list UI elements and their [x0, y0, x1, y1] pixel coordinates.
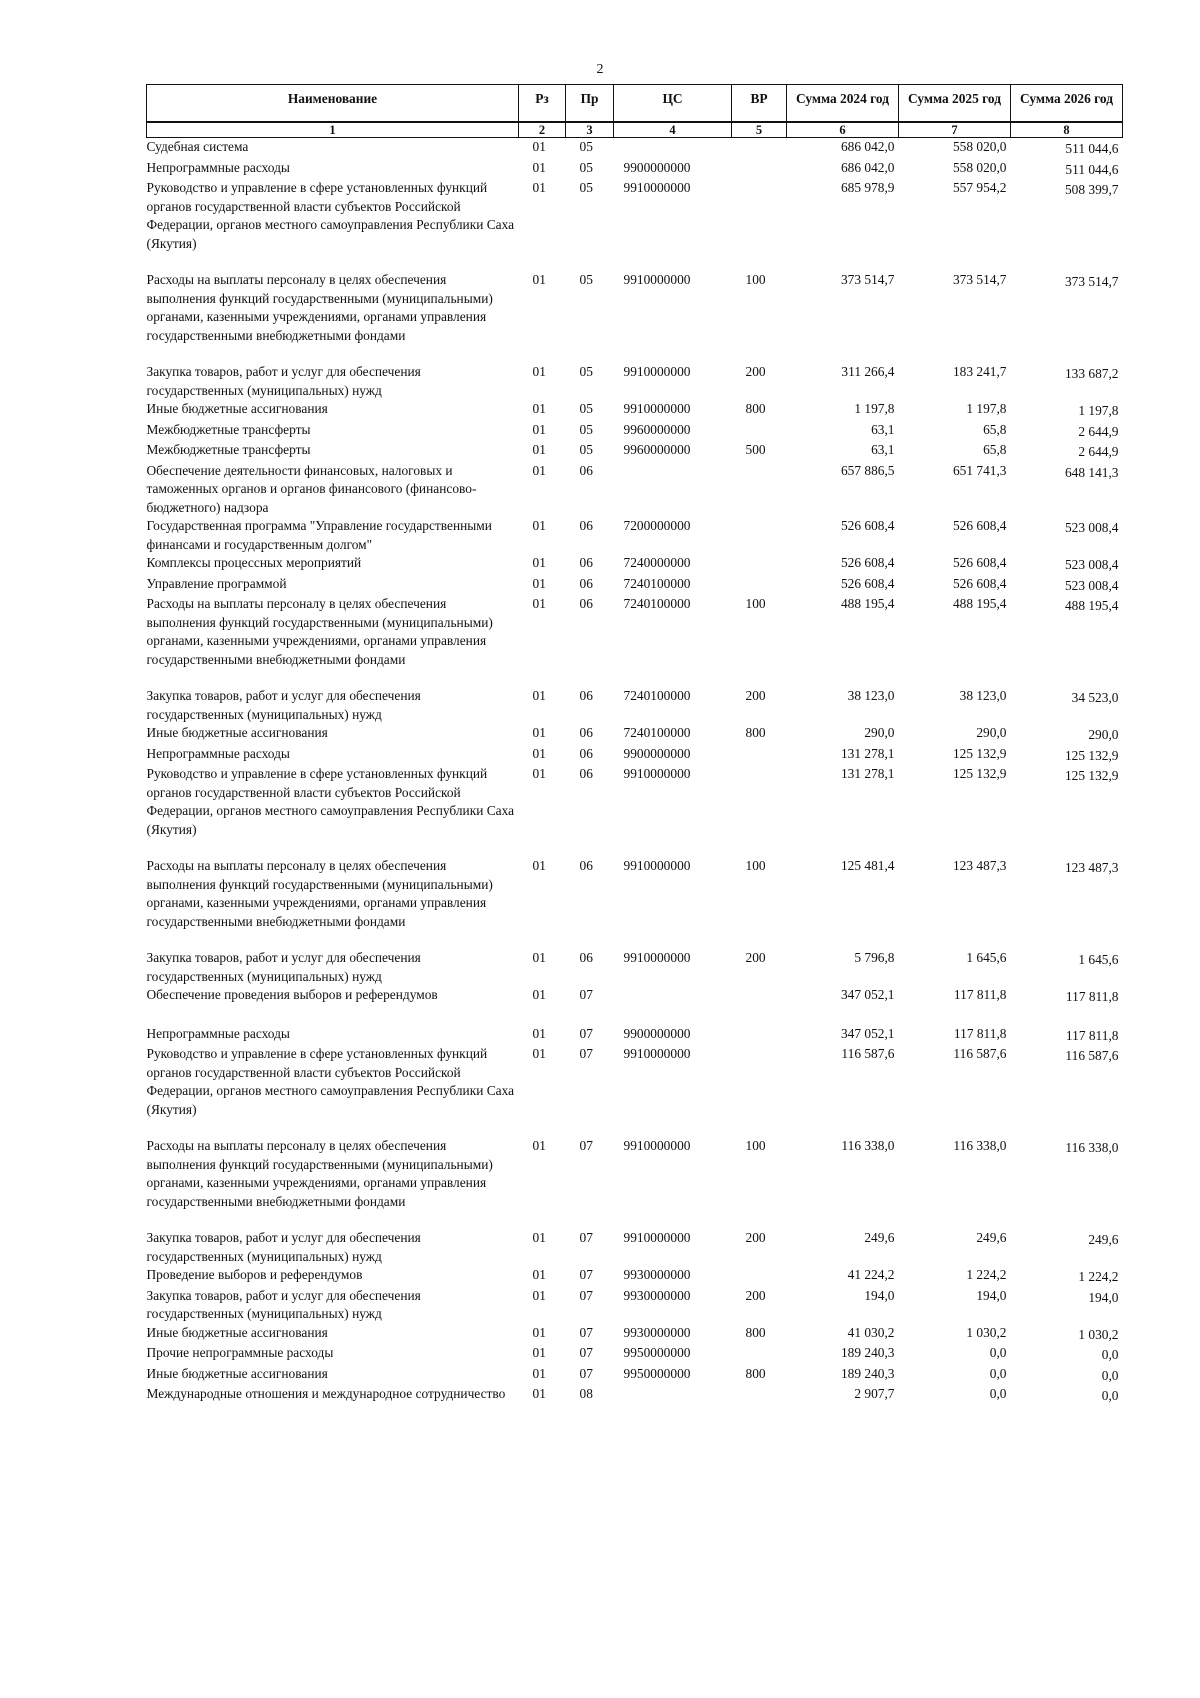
- table-row: [147, 1385, 1123, 1406]
- row-sum-2024: 488 195,4: [840, 596, 895, 611]
- row-sum-2025: 373 514,7: [952, 272, 1007, 287]
- table-row: [147, 986, 1123, 1025]
- row-sum-2026: 1 197,8: [1078, 403, 1119, 418]
- row-sum-2024: 41 030,2: [847, 1324, 895, 1340]
- row-vr: 200: [745, 688, 766, 703]
- row-sum-2025: 558 020,0: [952, 139, 1007, 154]
- row-sum-2024: 347 052,1: [840, 1025, 895, 1041]
- row-sum-2024: 116 338,0: [841, 1138, 895, 1153]
- row-cs: [614, 138, 732, 159]
- row-cs: 9900000000: [623, 745, 691, 761]
- row-pr: 07: [579, 1230, 593, 1245]
- row-sum-2024: 63,1: [871, 442, 895, 457]
- row-pr: 07: [579, 1287, 593, 1303]
- row-cs: 9930000000: [623, 1287, 691, 1303]
- row-sum-2025: 183 241,7: [952, 364, 1007, 379]
- table-row: [147, 1229, 1123, 1266]
- header-rz: Рз: [519, 85, 566, 123]
- row-rz: 01: [532, 1230, 546, 1245]
- row-pr: 06: [579, 745, 593, 761]
- row-sum-2026: 249,6: [1088, 1232, 1119, 1247]
- row-vr: 100: [745, 596, 766, 611]
- table-body: [147, 138, 1123, 1406]
- row-name: Расходы на выплаты персоналу в целях обеспечения выполнения функций государственными (муниципальными) органами, казенными учреждениями, органами управления государственными внебюджетными фондами: [146, 858, 493, 929]
- header-cs: ЦС: [614, 85, 732, 123]
- row-name: Расходы на выплаты персоналу в целях обеспечения выполнения функций государственными (муниципальными) органами, казенными учреждениями, органами управления государственными внебюджетными фондами: [146, 1138, 493, 1209]
- row-sum-2024: 657 886,5: [840, 462, 895, 478]
- table-row: [147, 1266, 1123, 1287]
- row-sum-2026: 0,0: [1101, 1367, 1119, 1383]
- row-vr: [732, 575, 787, 596]
- column-number: 7: [899, 122, 1011, 138]
- row-cs: 9950000000: [623, 1365, 691, 1381]
- row-sum-2026: 0,0: [1101, 1388, 1119, 1403]
- row-rz: 01: [532, 1025, 546, 1041]
- row-sum-2024: 5 796,8: [854, 950, 895, 965]
- column-number: 5: [732, 122, 787, 138]
- row-cs: 7240000000: [623, 555, 691, 570]
- row-name: Иные бюджетные ассигнования: [146, 401, 328, 416]
- row-sum-2025: 526 608,4: [952, 518, 1007, 533]
- row-rz: 01: [532, 364, 546, 379]
- row-cs: 9960000000: [623, 442, 691, 457]
- row-vr: [732, 462, 787, 518]
- row-rz: 01: [532, 462, 546, 478]
- row-vr: 200: [745, 1230, 766, 1245]
- row-name: Руководство и управление в сфере установленных функций органов государственной власти субъектов Российской Федерации, органов местного самоуправления Республики Саха (Якутия): [146, 1046, 515, 1117]
- row-name: Иные бюджетные ассигнования: [146, 1324, 328, 1340]
- header-pr: Пр: [566, 85, 614, 123]
- table-row: [147, 724, 1123, 745]
- row-sum-2026: 1 224,2: [1078, 1269, 1119, 1284]
- row-vr: [732, 745, 787, 766]
- row-vr: 800: [745, 1365, 766, 1381]
- table-row: [147, 857, 1123, 949]
- row-sum-2025: 123 487,3: [952, 858, 1007, 873]
- row-vr: 800: [745, 401, 766, 416]
- row-vr: [732, 1045, 787, 1137]
- row-sum-2024: 189 240,3: [840, 1365, 895, 1381]
- table-row: [147, 441, 1123, 462]
- row-sum-2025: 117 811,8: [953, 987, 1007, 1002]
- row-vr: [732, 179, 787, 271]
- row-sum-2026: 1 030,2: [1078, 1326, 1119, 1342]
- row-rz: 01: [532, 159, 546, 175]
- row-name: Комплексы процессных мероприятий: [146, 555, 362, 570]
- row-pr: 07: [579, 1046, 593, 1061]
- row-pr: 06: [579, 596, 593, 611]
- row-vr: 200: [745, 364, 766, 379]
- row-sum-2024: 125 481,4: [840, 858, 895, 873]
- row-vr: [732, 517, 787, 554]
- row-sum-2026: 511 044,6: [1065, 141, 1119, 156]
- row-sum-2024: 1 197,8: [854, 401, 895, 416]
- row-name: Закупка товаров, работ и услуг для обеспечения государственных (муниципальных) нужд: [146, 1230, 421, 1264]
- row-cs: 9910000000: [623, 1138, 691, 1153]
- row-sum-2024: 2 907,7: [854, 1386, 895, 1401]
- table-row: [147, 949, 1123, 986]
- row-name: Обеспечение проведения выборов и референдумов: [146, 987, 438, 1002]
- row-rz: 01: [532, 1365, 546, 1381]
- row-cs: 7240100000: [623, 575, 691, 591]
- row-sum-2025: 249,6: [976, 1230, 1007, 1245]
- row-cs: 9910000000: [623, 1046, 691, 1061]
- row-pr: 08: [579, 1386, 593, 1401]
- table-row: [147, 271, 1123, 363]
- row-cs: [614, 1385, 732, 1406]
- row-vr: 500: [745, 442, 766, 457]
- row-pr: 06: [579, 555, 593, 570]
- row-pr: 07: [579, 987, 593, 1002]
- row-cs: 9900000000: [623, 1025, 691, 1041]
- table-row: [147, 765, 1123, 857]
- row-pr: 06: [579, 950, 593, 965]
- row-sum-2026: 1 645,6: [1078, 952, 1119, 967]
- row-vr: 200: [745, 1287, 766, 1303]
- row-vr: [732, 1266, 787, 1287]
- row-sum-2025: 0,0: [989, 1365, 1007, 1381]
- table-row: [147, 745, 1123, 766]
- row-pr: 06: [579, 688, 593, 703]
- row-sum-2026: 116 338,0: [1065, 1140, 1119, 1155]
- row-sum-2025: 290,0: [976, 725, 1007, 740]
- row-rz: 01: [532, 950, 546, 965]
- row-sum-2026: 117 811,8: [1065, 1027, 1119, 1043]
- row-name: Обеспечение деятельности финансовых, налоговых и таможенных органов и органов финансового (финансово-бюджетного) надзора: [146, 462, 477, 515]
- row-sum-2026: 523 008,4: [1064, 577, 1119, 593]
- row-sum-2026: 133 687,2: [1064, 366, 1119, 381]
- row-sum-2024: 526 608,4: [840, 575, 895, 591]
- row-rz: 01: [532, 272, 546, 287]
- table-row: [147, 179, 1123, 271]
- row-name: Руководство и управление в сфере установленных функций органов государственной власти субъектов Российской Федерации, органов местного самоуправления Республики Саха (Якутия): [146, 766, 515, 837]
- row-pr: 07: [579, 1025, 593, 1041]
- row-rz: 01: [532, 1138, 546, 1153]
- row-cs: 9900000000: [623, 159, 691, 175]
- table-row: [147, 1287, 1123, 1324]
- table-row: [147, 1137, 1123, 1229]
- row-rz: 01: [532, 745, 546, 761]
- row-sum-2026: 116 587,6: [1065, 1048, 1119, 1063]
- row-sum-2025: 116 338,0: [953, 1138, 1007, 1153]
- row-pr: 06: [579, 725, 593, 740]
- row-rz: 01: [532, 766, 546, 781]
- row-vr: [732, 1025, 787, 1046]
- table-row: [147, 363, 1123, 400]
- row-name: Руководство и управление в сфере установленных функций органов государственной власти субъектов Российской Федерации, органов местного самоуправления Республики Саха (Якутия): [146, 180, 515, 251]
- table-row: [147, 1045, 1123, 1137]
- row-name: Расходы на выплаты персоналу в целях обеспечения выполнения функций государственными (муниципальными) органами, казенными учреждениями, органами управления государственными внебюджетными фондами: [146, 272, 493, 343]
- row-vr: [732, 1344, 787, 1365]
- row-sum-2024: 63,1: [871, 421, 895, 437]
- row-sum-2024: 116 587,6: [841, 1046, 895, 1061]
- row-cs: 9910000000: [623, 950, 691, 965]
- row-sum-2024: 686 042,0: [840, 139, 895, 154]
- row-rz: 01: [532, 442, 546, 457]
- row-name: Закупка товаров, работ и услуг для обеспечения государственных (муниципальных) нужд: [146, 1287, 421, 1321]
- row-sum-2024: 189 240,3: [840, 1345, 895, 1360]
- row-sum-2024: 41 224,2: [847, 1267, 895, 1282]
- table-row: [147, 462, 1123, 518]
- row-name: Непрограммные расходы: [146, 1025, 290, 1041]
- column-number-row: [147, 122, 1123, 138]
- row-rz: 01: [532, 688, 546, 703]
- row-cs: [614, 986, 732, 1025]
- row-rz: 01: [532, 1046, 546, 1061]
- row-sum-2024: 686 042,0: [840, 159, 895, 175]
- row-rz: 01: [532, 401, 546, 416]
- row-sum-2025: 38 123,0: [959, 688, 1007, 703]
- row-sum-2025: 1 645,6: [966, 950, 1007, 965]
- header-sum-2026: Сумма 2026 год: [1011, 85, 1123, 123]
- row-pr: 07: [579, 1324, 593, 1340]
- row-cs: 9930000000: [623, 1267, 691, 1282]
- row-name: Международные отношения и международное сотрудничество: [146, 1386, 506, 1401]
- row-pr: 05: [579, 272, 593, 287]
- row-sum-2025: 488 195,4: [952, 596, 1007, 611]
- row-sum-2026: 125 132,9: [1064, 768, 1119, 783]
- row-sum-2024: 38 123,0: [847, 688, 895, 703]
- table-row: [147, 575, 1123, 596]
- row-sum-2026: 373 514,7: [1064, 274, 1119, 289]
- row-pr: 05: [579, 180, 593, 195]
- header-name: Наименование: [147, 85, 519, 123]
- row-rz: 01: [532, 575, 546, 591]
- row-pr: 05: [579, 401, 593, 416]
- row-sum-2025: 651 741,3: [952, 462, 1007, 478]
- row-sum-2026: 194,0: [1088, 1289, 1119, 1305]
- row-name: Закупка товаров, работ и услуг для обеспечения государственных (муниципальных) нужд: [146, 364, 421, 398]
- row-sum-2025: 1 030,2: [966, 1324, 1007, 1340]
- row-cs: 9930000000: [623, 1324, 691, 1340]
- row-pr: 05: [579, 442, 593, 457]
- column-number: 1: [147, 122, 519, 138]
- row-sum-2026: 2 644,9: [1078, 444, 1119, 459]
- row-vr: [732, 421, 787, 442]
- row-sum-2024: 194,0: [864, 1287, 895, 1303]
- row-pr: 06: [579, 575, 593, 591]
- row-vr: 100: [745, 272, 766, 287]
- column-number: 2: [519, 122, 566, 138]
- table-row: [147, 1344, 1123, 1365]
- row-rz: 01: [532, 987, 546, 1002]
- row-vr: [732, 554, 787, 575]
- row-cs: 9910000000: [623, 272, 691, 287]
- row-sum-2026: 290,0: [1088, 727, 1119, 742]
- row-rz: 01: [532, 180, 546, 195]
- row-sum-2025: 1 224,2: [966, 1267, 1007, 1282]
- column-number: 6: [787, 122, 899, 138]
- row-name: Закупка товаров, работ и услуг для обеспечения государственных (муниципальных) нужд: [146, 950, 421, 984]
- row-cs: [614, 462, 732, 518]
- row-sum-2025: 558 020,0: [952, 159, 1007, 175]
- row-name: Судебная система: [146, 139, 249, 154]
- row-sum-2025: 116 587,6: [953, 1046, 1007, 1061]
- row-sum-2024: 131 278,1: [840, 766, 895, 781]
- row-sum-2025: 194,0: [976, 1287, 1007, 1303]
- row-cs: 7240100000: [623, 688, 691, 703]
- row-name: Государственная программа "Управление государственными финансами и государственным долгом": [146, 518, 492, 552]
- row-sum-2024: 685 978,9: [840, 180, 895, 195]
- row-vr: 100: [745, 858, 766, 873]
- row-sum-2024: 526 608,4: [840, 518, 895, 533]
- row-pr: 05: [579, 139, 593, 154]
- row-pr: 07: [579, 1138, 593, 1153]
- row-name: Иные бюджетные ассигнования: [146, 725, 328, 740]
- row-sum-2024: 131 278,1: [840, 745, 895, 761]
- row-sum-2026: 523 008,4: [1064, 557, 1119, 572]
- page-number: 2: [596, 62, 604, 77]
- row-cs: 7200000000: [623, 518, 691, 533]
- row-sum-2024: 347 052,1: [840, 987, 895, 1002]
- table-row: [147, 554, 1123, 575]
- row-sum-2025: 1 197,8: [966, 401, 1007, 416]
- row-sum-2025: 0,0: [989, 1345, 1007, 1360]
- row-rz: 01: [532, 1345, 546, 1360]
- row-rz: 01: [532, 725, 546, 740]
- row-pr: 05: [579, 421, 593, 437]
- row-vr: [732, 765, 787, 857]
- row-sum-2024: 526 608,4: [840, 555, 895, 570]
- row-sum-2025: 526 608,4: [952, 555, 1007, 570]
- row-rz: 01: [532, 1386, 546, 1401]
- row-sum-2026: 125 132,9: [1064, 747, 1119, 763]
- header-sum-2024: Сумма 2024 год: [787, 85, 899, 123]
- row-sum-2024: 311 266,4: [841, 364, 895, 379]
- row-sum-2026: 511 044,6: [1065, 161, 1119, 177]
- row-name: Расходы на выплаты персоналу в целях обеспечения выполнения функций государственными (муниципальными) органами, казенными учреждениями, органами управления государственными внебюджетными фондами: [146, 596, 493, 667]
- row-rz: 01: [532, 1324, 546, 1340]
- row-pr: 06: [579, 766, 593, 781]
- row-rz: 01: [532, 139, 546, 154]
- row-cs: 9910000000: [623, 1230, 691, 1245]
- row-pr: 07: [579, 1267, 593, 1282]
- row-sum-2024: 290,0: [864, 725, 895, 740]
- row-vr: 800: [745, 1324, 766, 1340]
- column-number: 3: [566, 122, 614, 138]
- row-sum-2025: 125 132,9: [952, 766, 1007, 781]
- row-sum-2025: 526 608,4: [952, 575, 1007, 591]
- row-pr: 06: [579, 518, 593, 533]
- row-vr: 100: [745, 1138, 766, 1153]
- row-cs: 9910000000: [623, 766, 691, 781]
- row-sum-2026: 123 487,3: [1064, 860, 1119, 875]
- row-name: Непрограммные расходы: [146, 159, 290, 175]
- row-vr: 800: [745, 725, 766, 740]
- row-vr: [732, 986, 787, 1025]
- row-sum-2024: 249,6: [864, 1230, 895, 1245]
- table-row: [147, 159, 1123, 180]
- table-header: [147, 85, 1123, 138]
- header-vr: ВР: [732, 85, 787, 123]
- row-cs: 9910000000: [623, 180, 691, 195]
- table-row: [147, 1365, 1123, 1386]
- row-sum-2026: 34 523,0: [1071, 690, 1119, 705]
- budget-table: [146, 84, 1123, 1406]
- row-vr: 200: [745, 950, 766, 965]
- row-pr: 06: [579, 858, 593, 873]
- row-sum-2025: 0,0: [989, 1386, 1007, 1401]
- row-cs: 9910000000: [623, 364, 691, 379]
- row-name: Иные бюджетные ассигнования: [146, 1365, 328, 1381]
- row-rz: 01: [532, 858, 546, 873]
- table-row: [147, 138, 1123, 159]
- row-pr: 05: [579, 159, 593, 175]
- table-row: [147, 1025, 1123, 1046]
- row-cs: 9960000000: [623, 421, 691, 437]
- row-sum-2025: 65,8: [983, 421, 1007, 437]
- table-row: [147, 1324, 1123, 1345]
- row-sum-2026: 508 399,7: [1064, 182, 1119, 197]
- row-name: Закупка товаров, работ и услуг для обеспечения государственных (муниципальных) нужд: [146, 688, 421, 722]
- row-name: Управление программой: [146, 575, 287, 591]
- row-sum-2025: 557 954,2: [952, 180, 1007, 195]
- row-pr: 05: [579, 364, 593, 379]
- row-sum-2026: 648 141,3: [1064, 464, 1119, 480]
- row-name: Межбюджетные трансферты: [146, 442, 311, 457]
- row-pr: 07: [579, 1365, 593, 1381]
- row-sum-2026: 0,0: [1101, 1347, 1119, 1362]
- row-rz: 01: [532, 555, 546, 570]
- column-number: 8: [1011, 122, 1123, 138]
- row-cs: 7240100000: [623, 725, 691, 740]
- row-rz: 01: [532, 596, 546, 611]
- row-rz: 01: [532, 421, 546, 437]
- table-row: [147, 517, 1123, 554]
- row-sum-2024: 373 514,7: [840, 272, 895, 287]
- row-name: Прочие непрограммные расходы: [146, 1345, 334, 1360]
- row-sum-2026: 2 644,9: [1078, 423, 1119, 439]
- row-rz: 01: [532, 518, 546, 533]
- row-cs: 9950000000: [623, 1345, 691, 1360]
- header-sum-2025: Сумма 2025 год: [899, 85, 1011, 123]
- row-sum-2025: 65,8: [983, 442, 1007, 457]
- row-sum-2025: 117 811,8: [953, 1025, 1007, 1041]
- row-pr: 06: [579, 462, 593, 478]
- row-cs: 7240100000: [623, 596, 691, 611]
- row-name: Непрограммные расходы: [146, 745, 290, 761]
- header-row: [147, 85, 1123, 123]
- row-cs: 9910000000: [623, 401, 691, 416]
- column-number: 4: [614, 122, 732, 138]
- row-name: Межбюджетные трансферты: [146, 421, 311, 437]
- row-sum-2026: 117 811,8: [1065, 989, 1119, 1004]
- row-sum-2025: 125 132,9: [952, 745, 1007, 761]
- row-rz: 01: [532, 1267, 546, 1282]
- row-vr: [732, 159, 787, 180]
- row-vr: [732, 138, 787, 159]
- row-cs: 9910000000: [623, 858, 691, 873]
- table-row: [147, 421, 1123, 442]
- row-sum-2026: 488 195,4: [1064, 598, 1119, 613]
- row-pr: 07: [579, 1345, 593, 1360]
- table-row: [147, 400, 1123, 421]
- row-vr: [732, 1385, 787, 1406]
- table-row: [147, 687, 1123, 724]
- row-name: Проведение выборов и референдумов: [146, 1267, 363, 1282]
- row-rz: 01: [532, 1287, 546, 1303]
- table-row: [147, 595, 1123, 687]
- row-sum-2026: 523 008,4: [1064, 520, 1119, 535]
